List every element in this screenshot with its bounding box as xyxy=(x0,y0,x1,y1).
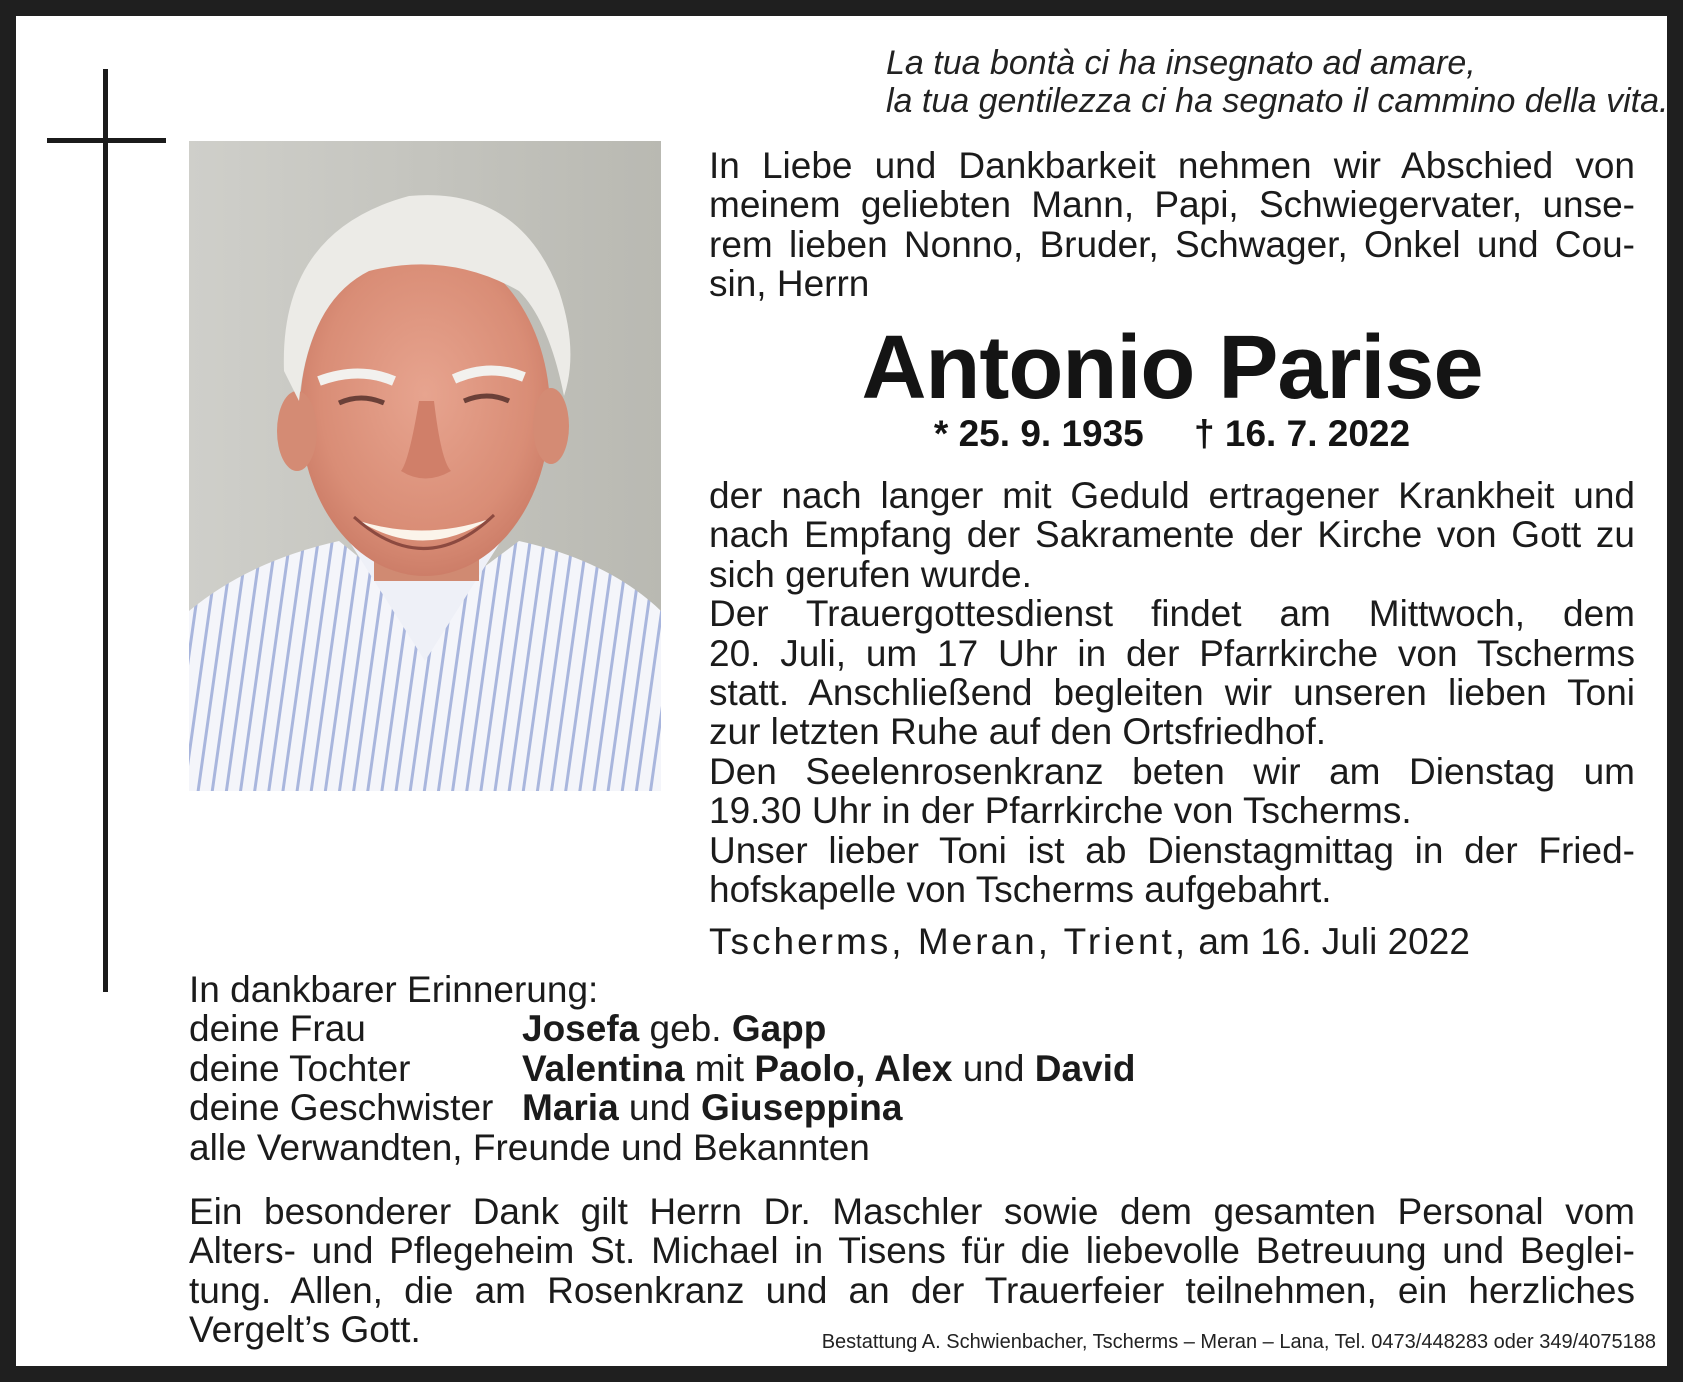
text-line: Der Trauergottesdienst findet am Mittwoch, dem xyxy=(709,593,1635,635)
connector-text: mit xyxy=(684,1047,755,1089)
text-line: Alters- und Pflegeheim St. Michael in Tisens für die liebevolle Betreuung und Beglei- xyxy=(189,1230,1635,1272)
text-line: hofskapelle von Tscherms aufgebahrt. xyxy=(709,869,1332,911)
mourner-row-siblings xyxy=(189,1088,1136,1127)
thanks-text xyxy=(189,1192,1635,1350)
mourner-name: Giuseppina xyxy=(700,1087,903,1129)
announcement-text xyxy=(709,476,1635,909)
life-dates xyxy=(709,412,1635,456)
death-date: † 16. 7. 2022 xyxy=(1194,413,1411,454)
text-line: statt. Anschließend begleiten wir unseren lieben Toni xyxy=(709,672,1635,714)
text-line: Unser lieber Toni ist ab Dienstagmittag in der Fried- xyxy=(709,829,1635,871)
intro-text xyxy=(709,146,1635,304)
text-line: nach Empfang der Sakramente der Kirche von Gott zu xyxy=(709,514,1635,556)
place-names: Tscherms, Meran, Trient, xyxy=(709,921,1189,962)
mourner-name: Valentina xyxy=(522,1047,685,1089)
mourner-name: Maria xyxy=(522,1087,619,1129)
mourner-name: Gapp xyxy=(731,1008,827,1050)
quote-line: La tua bontà ci ha insegnato ad amare, xyxy=(886,44,1476,82)
relation-label: deine Frau xyxy=(189,1008,366,1050)
text-line: 20. Juli, um 17 Uhr in der Pfarrkirche von Tscherms xyxy=(709,632,1635,674)
announcement-date: am 16. Juli 2022 xyxy=(1188,921,1470,962)
funeral-home-footer: Bestattung A. Schwienbacher, Tscherms – Meran – Lana, Tel. 0473/448283 oder 349/4075188 xyxy=(821,1331,1656,1353)
deceased-name: Antonio Parise xyxy=(861,318,1483,418)
relation-label: deine Tochter xyxy=(189,1047,411,1089)
text-line: rem lieben Nonno, Bruder, Schwager, Onkel und Cou- xyxy=(709,223,1635,265)
mourner-row-others: alle Verwandten, Freunde und Bekannten xyxy=(189,1126,870,1168)
text-line: Vergelt’s Gott. xyxy=(189,1309,421,1351)
text-line: meinem geliebten Mann, Papi, Schwiegervater, unse- xyxy=(709,184,1635,226)
quote-line: la tua gentilezza ci ha segnato il cammino della vita. xyxy=(886,82,1669,120)
mourner-name: David xyxy=(1034,1047,1136,1089)
text-line: tung. Allen, die am Rosenkranz und an der Trauerfeier teilnehmen, ein herzliches xyxy=(189,1269,1635,1311)
relation-label: deine Geschwister xyxy=(189,1087,494,1129)
text-line: Den Seelenrosenkranz beten wir am Dienstag um xyxy=(709,750,1635,792)
text-line: In Liebe und Dankbarkeit nehmen wir Abschied von xyxy=(709,145,1635,186)
memory-heading: In dankbarer Erinnerung: xyxy=(189,969,599,1010)
connector-text: und xyxy=(952,1047,1035,1089)
text-line: Ein besonderer Dank gilt Herrn Dr. Maschler sowie dem gesamten Personal vom xyxy=(189,1191,1635,1232)
text-line: sich gerufen wurde. xyxy=(709,553,1032,595)
mourner-row-wife xyxy=(189,1009,1136,1048)
portrait-photo xyxy=(189,141,661,791)
italian-quote xyxy=(886,44,1669,120)
birth-date: * 25. 9. 1935 xyxy=(933,413,1144,454)
connector-text: geb. xyxy=(639,1008,732,1050)
text-line: sin, Herrn xyxy=(709,263,870,305)
mourners-list xyxy=(189,970,1136,1167)
mourner-names xyxy=(522,1049,1136,1088)
mourner-row-daughter xyxy=(189,1049,1136,1088)
mourner-names xyxy=(522,1088,902,1127)
mourner-names xyxy=(522,1009,826,1048)
text-line: der nach langer mit Geduld ertragener Krankheit und xyxy=(709,475,1635,516)
mourner-name: Paolo, Alex xyxy=(754,1047,953,1089)
mourner-name: Josefa xyxy=(522,1008,640,1050)
text-line: 19.30 Uhr in der Pfarrkirche von Tscherms. xyxy=(709,790,1412,832)
place-and-date xyxy=(709,920,1470,964)
text-line: zur letzten Ruhe auf den Ortsfriedhof. xyxy=(709,711,1327,753)
cross-icon-vertical xyxy=(103,69,108,992)
connector-text: und xyxy=(618,1087,701,1129)
cross-icon-horizontal xyxy=(47,138,166,143)
